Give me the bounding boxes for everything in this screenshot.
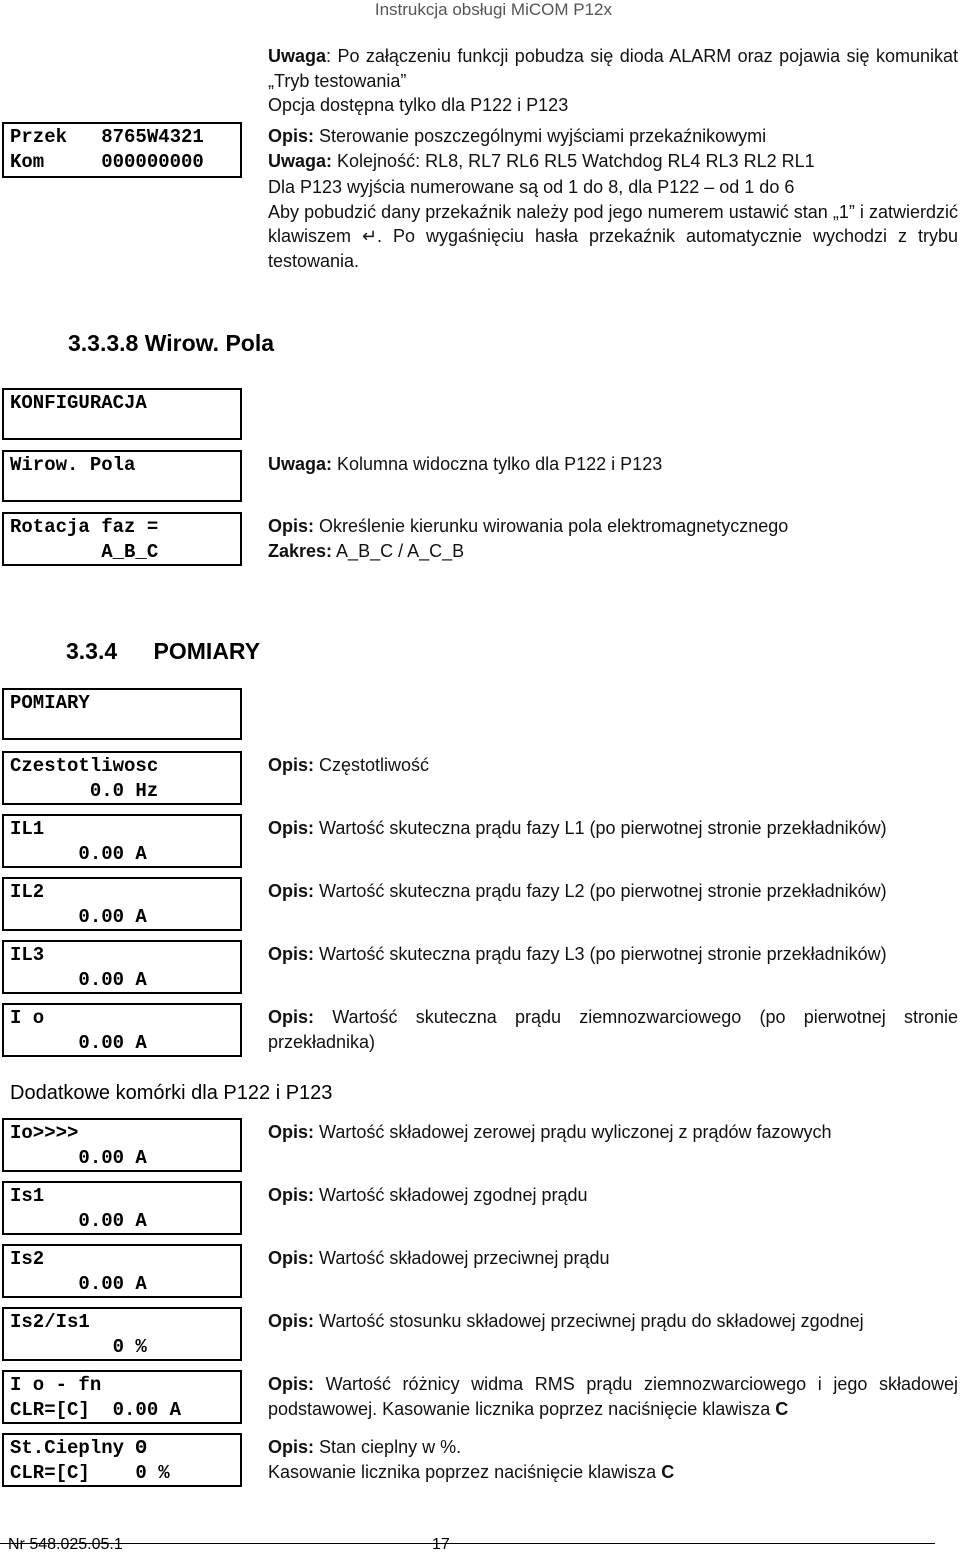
- box-line-1: IL1: [10, 818, 45, 840]
- opis-label: Opis:: [268, 755, 315, 775]
- box-line-2: 0.00 A: [10, 906, 147, 928]
- box-line-2: Kom 000000000: [10, 151, 204, 173]
- uwaga-text: Kolumna widoczna tylko dla P122 i P123: [332, 454, 663, 474]
- footer-doc-number: Nr 548.025.05.1: [8, 1536, 123, 1553]
- opis-label: Opis:: [268, 126, 315, 146]
- measure-box-il3: [2, 940, 242, 994]
- opis-text: Wartość składowej zerowej prądu wyliczonej z prądów fazowych: [314, 1122, 832, 1142]
- box-line-2: 0.0 Hz: [10, 780, 159, 802]
- box-line-1: IL2: [10, 881, 45, 903]
- measure-desc: [268, 942, 887, 967]
- extra-desc: [268, 1435, 674, 1484]
- zakres-label: Zakres:: [268, 540, 333, 561]
- opis-label: Opis:: [268, 818, 315, 838]
- opis-text: Wartość składowej zgodnej prądu: [314, 1185, 588, 1205]
- top-notes: [268, 44, 958, 118]
- box-line-1: Is1: [10, 1185, 45, 1207]
- page-header: [0, 0, 960, 20]
- opis-label: Opis:: [268, 516, 315, 536]
- extra-desc: [268, 1372, 958, 1421]
- wirow-pola-box: [2, 450, 242, 502]
- measure-box-io: [2, 1003, 242, 1057]
- section-title: Wirow. Pola: [144, 330, 275, 356]
- opis-label: Opis:: [268, 881, 315, 901]
- uwaga-text: Kolejność: RL8, RL7 RL6 RL5 Watchdog RL4 RL3 RL2 RL1: [332, 150, 815, 171]
- footer-page-number: 17: [432, 1536, 450, 1553]
- extra-box-is2: [2, 1244, 242, 1298]
- box-line-2: 0.00 A: [10, 1032, 147, 1054]
- box-line-1: Is2: [10, 1248, 45, 1270]
- measure-box-czestotliwosc: [2, 751, 242, 805]
- section-heading-wirow: [68, 330, 274, 357]
- box-line-2: 0.00 A: [10, 1210, 147, 1232]
- measure-desc: [268, 753, 429, 778]
- przek-display-box: [2, 122, 242, 178]
- extra-box-is2-is1: [2, 1307, 242, 1361]
- opis-text: Wartość skuteczna prądu fazy L3 (po pierwotnej stronie przekładników): [314, 944, 887, 964]
- box-line-1: Is2/Is1: [10, 1311, 90, 1333]
- box-line-2: 0.00 A: [10, 843, 147, 865]
- extra-box-st-cieplny: [2, 1433, 242, 1487]
- extra-box-io4: [2, 1118, 242, 1172]
- box-line-2: 0.00 A: [10, 969, 147, 991]
- opis-text: Określenie kierunku wirowania pola elektromagnetycznego: [314, 516, 789, 536]
- extra-box-io-fn: [2, 1370, 242, 1424]
- box-line-1: POMIARY: [10, 692, 90, 714]
- przek-description: [268, 124, 958, 273]
- numbering-note: Dla P123 wyjścia numerowane są od 1 do 8, dla P122 – od 1 do 6: [268, 177, 795, 197]
- box-line-1: Io>>>>: [10, 1122, 79, 1144]
- opis-text: Wartość składowej przeciwnej prądu: [314, 1248, 610, 1268]
- opis-text: Wartość skuteczna prądu fazy L1 (po pierwotnej stronie przekładników): [314, 818, 887, 838]
- footer-divider: [0, 1543, 935, 1544]
- box-line-1: Rotacja faz =: [10, 516, 159, 538]
- box-line-2: CLR=[C] 0 %: [10, 1462, 170, 1484]
- opis-label: Opis:: [268, 1007, 315, 1027]
- measure-desc: [268, 816, 887, 841]
- rotacja-description: [268, 514, 788, 563]
- activation-note: Aby pobudzić dany przekaźnik należy pod jego numerem ustawić stan „1” i zatwierdzić klawiszem ↵. Po wygaśnięciu hasła przekaźnik automatycznie wychodzi z trybu testowania.: [268, 201, 958, 271]
- extra-cells-heading: Dodatkowe komórki dla P122 i P123: [10, 1082, 333, 1104]
- box-line-2: A_B_C: [10, 541, 159, 563]
- box-line-1: St.Cieplny Θ: [10, 1437, 147, 1459]
- section-heading-pomiary: [66, 638, 260, 665]
- opis-label: Opis:: [268, 1374, 315, 1394]
- uwaga-label: Uwaga: [268, 46, 327, 66]
- opis-text-2: Kasowanie licznika poprzez naciśnięcie klawisza: [268, 1461, 662, 1482]
- opis-label: Opis:: [268, 1311, 315, 1331]
- option-line: Opcja dostępna tylko dla P122 i P123: [268, 95, 569, 115]
- opis-text: Wartość skuteczna prądu fazy L2 (po pierwotnej stronie przekładników): [314, 881, 887, 901]
- extra-desc: [268, 1309, 864, 1334]
- opis-text: Częstotliwość: [314, 755, 430, 775]
- measure-box-il2: [2, 877, 242, 931]
- opis-label: Opis:: [268, 1248, 315, 1268]
- uwaga-label: Uwaga:: [268, 150, 333, 171]
- key-label: C: [661, 1461, 675, 1482]
- box-line-1: IL3: [10, 944, 45, 966]
- box-line-2: 0.00 A: [10, 1147, 147, 1169]
- box-line-1: I o: [10, 1007, 45, 1029]
- opis-label: Opis:: [268, 1122, 315, 1142]
- extra-desc: [268, 1183, 588, 1208]
- box-line-2: 0 %: [10, 1336, 147, 1358]
- extra-box-is1: [2, 1181, 242, 1235]
- box-line-1: Czestotliwosc: [10, 755, 159, 777]
- key-label: C: [775, 1398, 789, 1419]
- measure-desc: [268, 879, 887, 904]
- rotacja-faz-box: [2, 512, 242, 566]
- extra-desc: [268, 1120, 832, 1145]
- uwaga-note: [268, 44, 958, 93]
- opis-text: Stan cieplny w %.: [314, 1437, 462, 1457]
- box-line-1: I o - fn: [10, 1374, 102, 1396]
- measure-box-il1: [2, 814, 242, 868]
- box-line-1: Wirow. Pola: [10, 454, 136, 476]
- opis-text: Wartość różnicy widma RMS prądu ziemnozwarciowego i jego składowej podstawowej. Kasowanie licznika poprzez naciśnięcie klawisza: [268, 1374, 958, 1419]
- opis-text: Wartość stosunku składowej przeciwnej prądu do składowej zgodnej: [314, 1311, 864, 1331]
- box-line-2: 0.00 A: [10, 1273, 147, 1295]
- opis-text: Sterowanie poszczególnymi wyjściami przekaźnikowymi: [314, 126, 767, 146]
- opis-label: Opis:: [268, 1185, 315, 1205]
- section-number: 3.3.3.8: [68, 330, 139, 356]
- pomiary-box: [2, 688, 242, 740]
- section-number: 3.3.4: [66, 638, 118, 664]
- measure-desc: [268, 1005, 958, 1054]
- header-title: Instrukcja obsługi MiCOM P12x: [374, 0, 612, 19]
- opis-text: Wartość skuteczna prądu ziemnozwarciowego (po pierwotnej stronie przekładnika): [268, 1007, 958, 1052]
- opis-label: Opis:: [268, 1437, 315, 1457]
- konfiguracja-box: [2, 388, 242, 440]
- zakres-text: A_B_C / A_C_B: [332, 540, 465, 561]
- box-line-1: Przek 8765W4321: [10, 126, 204, 148]
- extra-desc: [268, 1246, 609, 1271]
- wirow-description: [268, 452, 662, 477]
- section-title: POMIARY: [153, 638, 261, 664]
- uwaga-label: Uwaga:: [268, 454, 333, 474]
- uwaga-text: : Po załączeniu funkcji pobudza się dioda ALARM oraz pojawia się komunikat „Tryb testowania”: [268, 46, 958, 91]
- box-line-2: CLR=[C] 0.00 A: [10, 1399, 182, 1421]
- box-line-1: KONFIGURACJA: [10, 392, 147, 414]
- opis-label: Opis:: [268, 944, 315, 964]
